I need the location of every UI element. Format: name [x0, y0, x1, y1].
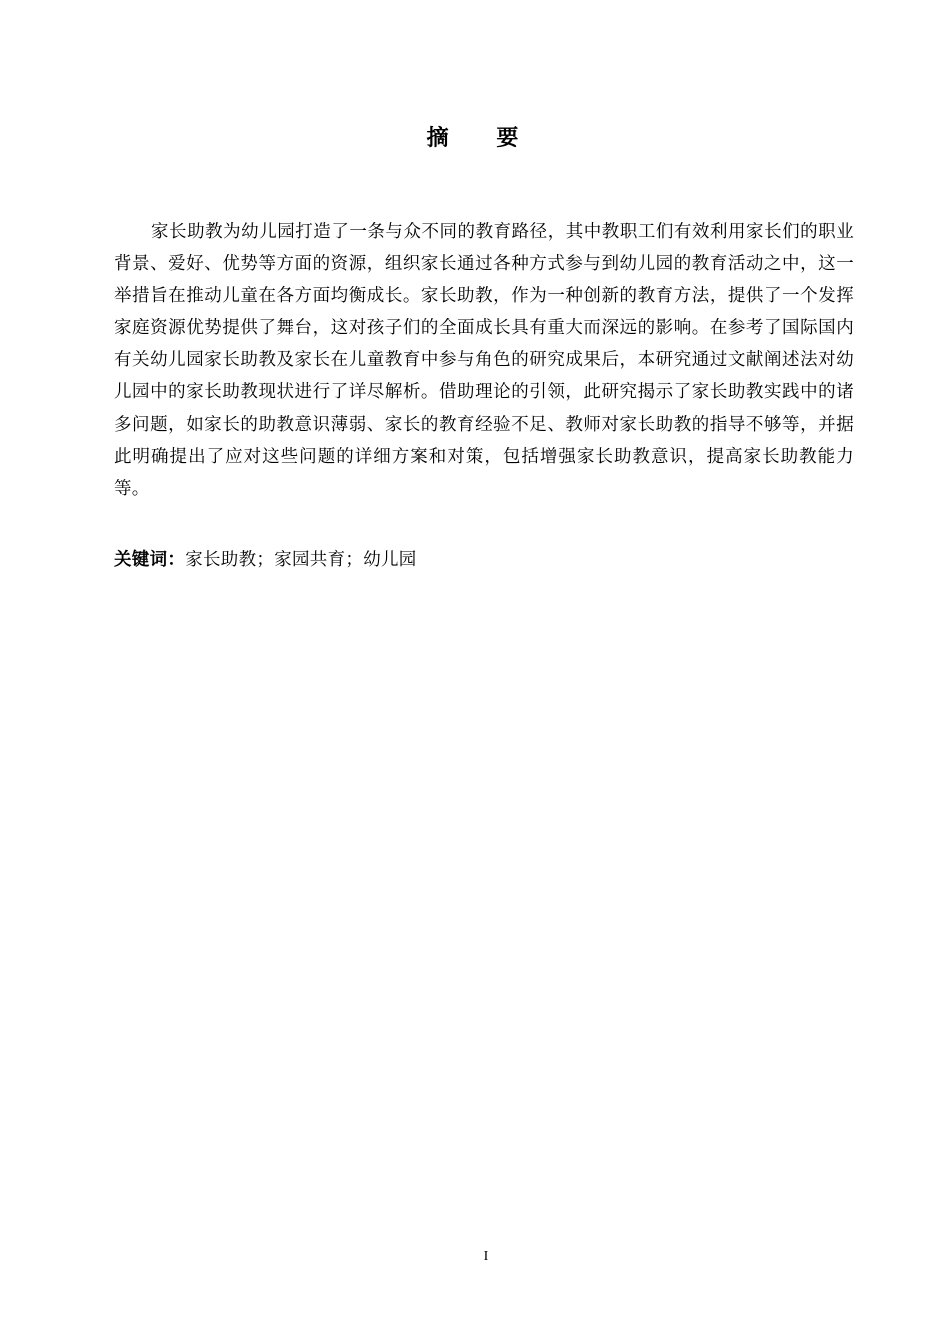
keywords-line — [114, 546, 854, 574]
page-number: I — [483, 1249, 489, 1264]
keywords-text: 家长助教；家园共育；幼儿园 — [185, 550, 417, 570]
keywords-label: 关键词： — [114, 550, 186, 570]
abstract-body: 家长助教为幼儿园打造了一条与众不同的教育路径，其中教职工们有效利用家长们的职业背景、爱好、优势等方面的资源，组织家长通过各种方式参与到幼儿园的教育活动之中，这一举措旨在推动儿童在各方面均衡成长。家长助教，作为一种创新的教育方法，提供了一个发挥家庭资源优势提供了舞台，这对孩子们的全面成长具有重大而深远的影响。在参考了国际国内有关幼儿园家长助教及家长在儿童教育中参与角色的研究成果后，本研究通过文献阐述法对幼儿园中的家长助教现状进行了详尽解析。借助理论的引领，此研究揭示了家长助教实践中的诸多问题，如家长的助教意识薄弱、家长的教育经验不足、教师对家长助教的指导不够等，并据此明确提出了应对这些问题的详细方案和对策，包括增强家长助教意识，提高家长助教能力等。 — [114, 222, 854, 499]
abstract-title: 摘 要 — [426, 126, 539, 151]
